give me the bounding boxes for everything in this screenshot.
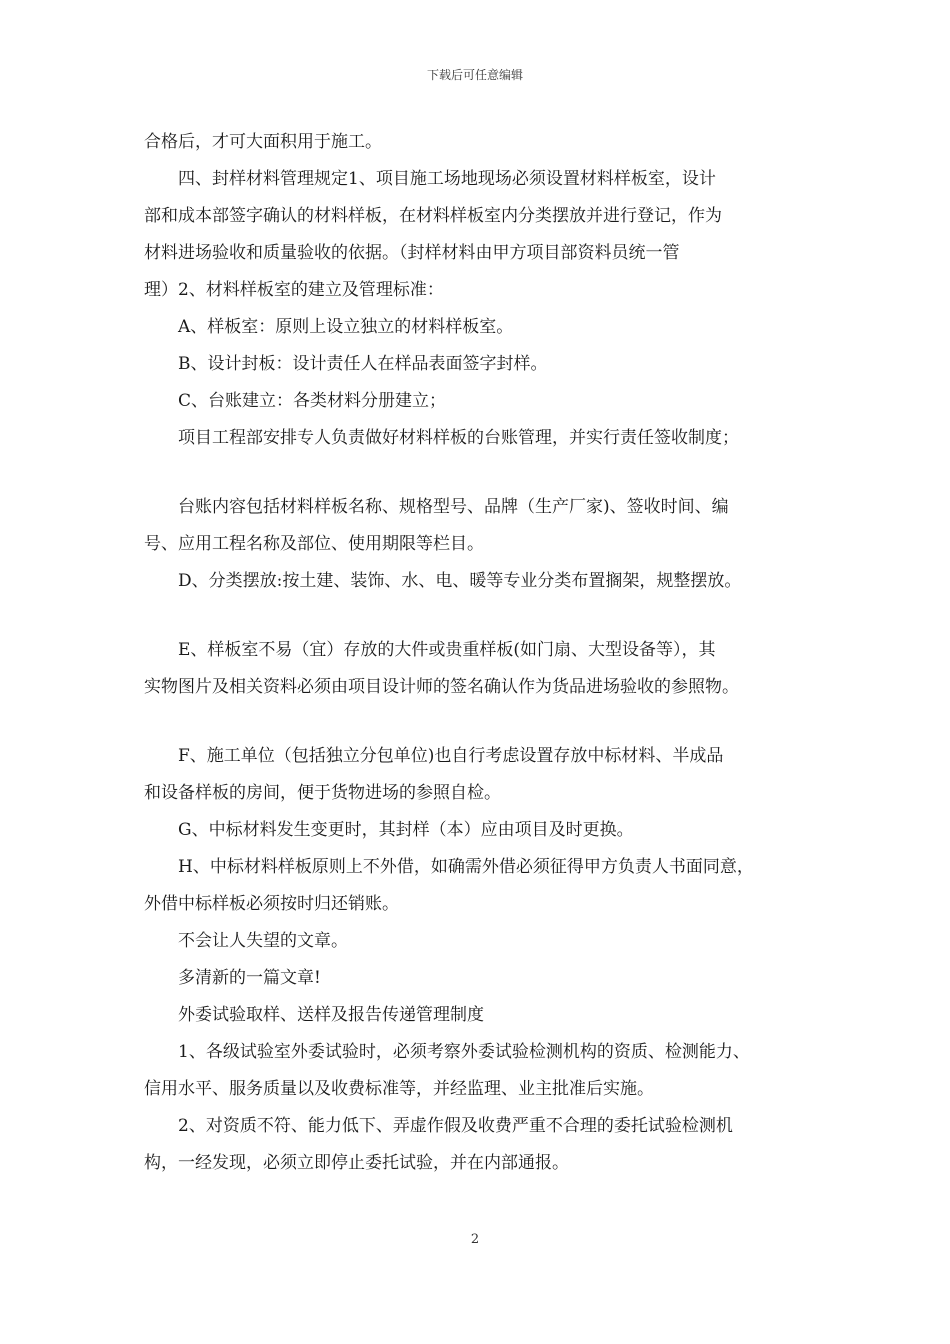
paragraph-line: 和设备样板的房间，便于货物进场的参照自检。: [144, 783, 501, 803]
paragraph-line: G、中标材料发生变更时，其封样（本）应由项目及时更换。: [178, 820, 634, 840]
paragraph-line: 外借中标样板必须按时归还销账。: [144, 894, 399, 914]
paragraph-line: 多清新的一篇文章!: [178, 968, 321, 988]
paragraph-gap: [144, 706, 824, 738]
paragraph-line: 号、应用工程名称及部位、使用期限等栏目。: [144, 534, 484, 554]
paragraph-line: B、设计封板：设计责任人在样品表面签字封样。: [178, 354, 548, 374]
paragraph-line: 信用水平、服务质量以及收费标准等，并经监理、业主批准后实施。: [144, 1079, 654, 1099]
page-number: 2: [470, 1232, 480, 1247]
paragraph-gap: [144, 600, 824, 632]
paragraph-line: 不会让人失望的文章。: [178, 931, 348, 951]
document-body: [144, 124, 824, 1182]
paragraph-line: 实物图片及相关资料必须由项目设计师的签名确认作为货品进场验收的参照物。: [144, 677, 739, 697]
paragraph-line: 四、封样材料管理规定1、项目施工场地现场必须设置材料样板室，设计: [178, 169, 716, 189]
paragraph-line: F、施工单位（包括独立分包单位)也自行考虑设置存放中标材料、半成品: [178, 746, 724, 766]
section-heading: 外委试验取样、送样及报告传递管理制度: [178, 1005, 484, 1025]
paragraph-line: C、台账建立：各类材料分册建立；: [178, 391, 447, 411]
paragraph-gap: [144, 457, 824, 489]
paragraph-line: H、中标材料样板原则上不外借，如确需外借必须征得甲方负责人书面同意，: [178, 857, 754, 877]
paragraph-line: 台账内容包括材料样板名称、规格型号、品牌（生产厂家)、签收时间、编: [178, 497, 729, 517]
paragraph-line: A、样板室：原则上设立独立的材料样板室。: [178, 317, 514, 337]
paragraph-line: 材料进场验收和质量验收的依据。（封样材料由甲方项目部资料员统一管: [144, 243, 680, 263]
paragraph-line: 理）2、材料样板室的建立及管理标准：: [144, 280, 444, 300]
paragraph-line: 2、对资质不符、能力低下、弄虚作假及收费严重不合理的委托试验检测机: [178, 1116, 733, 1136]
page-header: 下载后可任意编辑: [426, 68, 523, 82]
paragraph-line: 项目工程部安排专人负责做好材料样板的台账管理，并实行责任签收制度；: [178, 428, 739, 448]
paragraph-line: 构，一经发现，必须立即停止委托试验，并在内部通报。: [144, 1153, 569, 1173]
paragraph-line: 部和成本部签字确认的材料样板，在材料样板室内分类摆放并进行登记，作为: [144, 206, 722, 226]
paragraph-line: 合格后，才可大面积用于施工。: [144, 132, 382, 152]
paragraph-line: 1、各级试验室外委试验时，必须考察外委试验检测机构的资质、检测能力、: [178, 1042, 750, 1062]
paragraph-line: E、样板室不易（宜）存放的大件或贵重样板(如门扇、大型设备等），其: [178, 640, 716, 660]
paragraph-line: D、分类摆放:按土建、装饰、水、电、暖等专业分类布置搁架，规整摆放。: [178, 571, 742, 591]
